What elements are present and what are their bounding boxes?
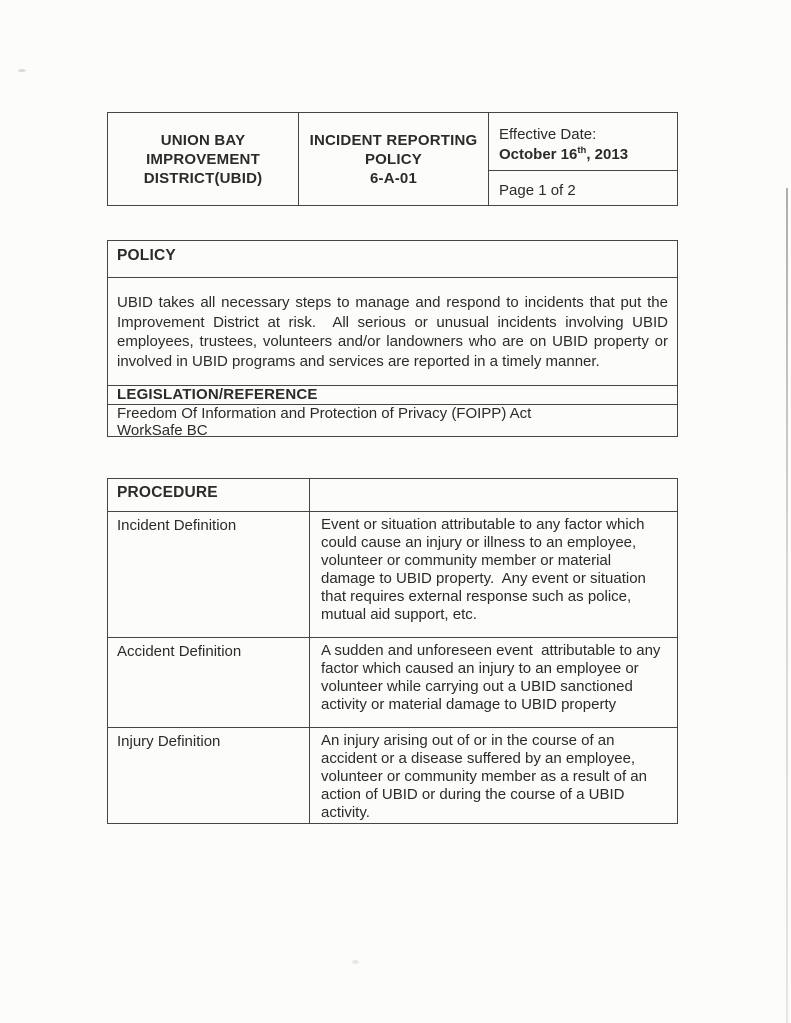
- scan-edge-artifact: [786, 188, 788, 1023]
- term-cell: Accident Definition: [117, 643, 242, 660]
- definition-cell: Event or situation attributable to any factor which could cause an injury or illness to an employee, volunteer or community member or material damage to UBID property. Any event or situation that requires external response such as police, mutual aid support, etc.: [309, 512, 677, 637]
- scan-speck: [352, 960, 359, 964]
- header-right-column: [488, 113, 677, 205]
- definition-cell: A sudden and unforeseen event attributable to any factor which caused an injury to an employee or volunteer while carrying out a UBID sanctioned activity or material damage to UBID property: [309, 638, 677, 727]
- procedure-table: [107, 478, 678, 824]
- effective-date-value: October 16th, 2013: [499, 145, 629, 163]
- org-name-cell: [108, 113, 298, 205]
- definition-cell: An injury arising out of or in the course of an accident or a disease suffered by an employee, volunteer or community member as a result of an action of UBID or during the course of a UBID activity.: [309, 728, 677, 823]
- policy-body: UBID takes all necessary steps to manage and respond to incidents that put the Improvement District at risk. All serious or unusual incidents involving UBID employees, trustees, volunteers and/or landowners who are on UBID property or involved in UBID programs and services are reported in a timely manner.: [108, 278, 677, 386]
- reference-line: WorkSafe BC: [117, 421, 208, 439]
- policy-heading: POLICY: [108, 241, 677, 278]
- legislation-heading: LEGISLATION/REFERENCE: [108, 386, 677, 405]
- page-indicator: Page 1 of 2: [499, 182, 576, 199]
- policy-number: 6-A-01: [369, 169, 418, 187]
- org-name-line: DISTRICT(UBID): [143, 169, 263, 187]
- page-number-cell: [489, 171, 677, 205]
- reference-line: Freedom Of Information and Protection of Privacy (FOIPP) Act: [117, 405, 532, 422]
- org-name-line: UNION BAY: [160, 131, 246, 149]
- procedure-heading: PROCEDURE: [117, 484, 218, 501]
- table-row: [108, 637, 677, 727]
- procedure-heading-spacer-cell: [309, 479, 677, 511]
- term-cell: Incident Definition: [117, 517, 237, 534]
- header-table: [107, 112, 678, 206]
- term-cell: Injury Definition: [117, 733, 221, 750]
- legislation-references: [108, 405, 677, 439]
- policy-title-cell: [298, 113, 488, 205]
- org-name-line: IMPROVEMENT: [146, 150, 260, 168]
- scan-speck: [18, 69, 26, 72]
- policy-section: [107, 240, 678, 437]
- table-row: [108, 511, 677, 637]
- ordinal-suffix: th: [577, 145, 587, 156]
- table-row: [108, 479, 677, 511]
- table-row: [108, 727, 677, 823]
- effective-date-cell: [489, 113, 677, 171]
- effective-date-label: Effective Date:: [499, 126, 597, 143]
- policy-title-line: INCIDENT REPORTING: [309, 131, 478, 149]
- policy-title-line: POLICY: [364, 150, 423, 168]
